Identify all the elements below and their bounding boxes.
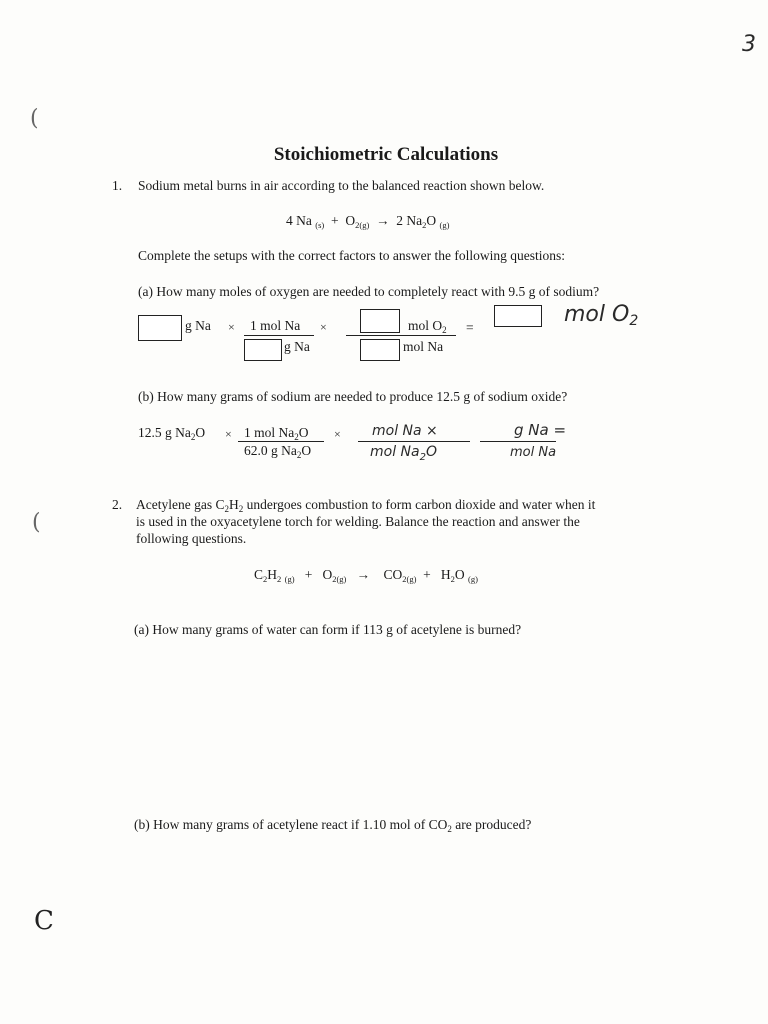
page-title: Stoichiometric Calculations (273, 144, 499, 165)
q1a-blank-frac2-num[interactable] (360, 309, 400, 333)
eq2-co2-state: (g) (406, 574, 417, 584)
eq2-o-sub: 2 (332, 574, 337, 584)
eq2-plus-2: + (423, 567, 431, 582)
q1b-times-1: × (225, 427, 232, 441)
q1a-hand-mol-o: mol O (564, 302, 630, 327)
q1a-frac2-bar (346, 335, 456, 336)
q1b-start-sub: 2 (190, 432, 196, 442)
eq1-product-tail: O (426, 213, 437, 228)
eq2-h2o-h: H (440, 567, 451, 582)
eq2-c: C (254, 567, 264, 582)
eq1-reactant-o2-sub: 2 (355, 220, 360, 230)
eq2-h2o-o: O (454, 567, 465, 582)
q1a-handwritten-unit (564, 302, 638, 329)
q1a-blank-grams[interactable] (138, 315, 182, 341)
q2-line1-sub1: 2 (224, 504, 229, 514)
q1a-blank-answer[interactable] (494, 305, 542, 327)
q1-equation (286, 213, 449, 230)
eq1-plus: + (330, 213, 339, 228)
q1b-hand-den1-text: mol Na (370, 444, 420, 460)
q2-line1-c: undergoes combustion to form carbon dioxide and water when it (243, 497, 596, 512)
q2-equation (254, 567, 478, 584)
q1b-frac1-den-text: 62.0 g Na (244, 443, 297, 458)
q1a-frac2-numerator (408, 318, 447, 335)
q1b-frac1-num-tail: O (298, 425, 309, 440)
q1b-hand-den1-tail: O (425, 444, 438, 460)
q1b-frac1-den-sub: 2 (296, 450, 302, 460)
eq1-reactant-na-state: (s) (315, 220, 325, 230)
margin-mark-top: ( (30, 106, 39, 131)
q2-text-line2: is used in the oxyacetylene torch for welding. Balance the reaction and answer the (136, 514, 580, 529)
eq2-plus-1: + (304, 567, 313, 582)
eq1-arrow: → (376, 213, 390, 228)
eq1-product-sub: 2 (422, 220, 427, 230)
q1b-frac1-num-text: 1 mol Na (244, 425, 295, 440)
q1a-blank-frac2-den[interactable] (360, 339, 400, 361)
eq2-co-sub: 2 (402, 574, 407, 584)
page-number: 3 (742, 32, 756, 57)
q1b-frac1-numerator (244, 425, 309, 442)
q1b-times-2: × (334, 427, 341, 441)
q2-number: 2. (112, 497, 123, 512)
q2b-question-a: (b) How many grams of acetylene react if 1.10 mol of CO (134, 817, 448, 832)
q1a-times-2: × (320, 320, 327, 334)
eq2-o: O (322, 567, 333, 582)
q1b-frac1-num-sub: 2 (294, 432, 299, 442)
eq2-o2-state: (g) (336, 574, 347, 584)
q1b-hand-den1-sub: 2 (419, 452, 426, 463)
q1a-unit-g-na: g Na (185, 318, 211, 333)
eq2-c-sub: 2 (263, 574, 268, 584)
q1-number: 1. (112, 178, 123, 193)
eq1-reactant-na: 4 Na (286, 213, 312, 228)
eq1-product-state: (g) (439, 220, 450, 230)
margin-mark-middle: ( (32, 510, 41, 535)
q2a-question: (a) How many grams of water can form if 113 g of acetylene is burned? (134, 622, 522, 637)
eq2-h-sub: 2 (277, 574, 282, 584)
q1b-start (138, 425, 205, 442)
eq2-acetylene-state: (g) (284, 574, 295, 584)
q2b-question (134, 817, 531, 834)
q2b-question-b: are produced? (451, 817, 532, 832)
eq2-arrow: → (356, 567, 370, 582)
q1b-hand-frac2-denominator: mol Na (510, 445, 557, 460)
q1a-question: (a) How many moles of oxygen are needed to completely react with 9.5 g of sodium? (138, 284, 600, 299)
q1a-times-1: × (228, 320, 235, 334)
margin-mark-bottom: C (34, 906, 54, 936)
q1b-hand-frac1-numerator: mol Na × (372, 423, 438, 439)
q1b-hand-frac1-denominator (370, 444, 437, 463)
q2-line1-sub2: 2 (238, 504, 244, 514)
eq1-product: 2 Na (396, 213, 423, 228)
q1b-frac1-bar (238, 441, 324, 442)
q1a-frac2-num-sub: 2 (442, 325, 447, 335)
eq2-h2o-state: (g) (468, 574, 478, 584)
q2-text-line1 (136, 497, 595, 514)
q1b-start-tail: O (195, 425, 206, 440)
q1a-equals: = (466, 320, 474, 335)
q1a-frac2-denominator: mol Na (403, 339, 444, 354)
q1b-frac1-den-tail: O (301, 443, 312, 458)
q2b-question-sub: 2 (447, 824, 452, 834)
q1b-hand-frac2-bar (480, 441, 556, 442)
eq2-h2o-sub: 2 (450, 574, 455, 584)
q1a-blank-frac1-den[interactable] (244, 339, 282, 361)
eq2-co: CO (383, 567, 403, 582)
q1a-frac2-num-text: mol O (408, 318, 443, 333)
q1a-frac1-numerator: 1 mol Na (250, 318, 301, 333)
q2-line1-b: H (228, 497, 239, 512)
q1b-start-text: 12.5 g Na (138, 425, 191, 440)
q1a-frac1-denominator: g Na (284, 339, 310, 354)
q1a-hand-sub: 2 (629, 313, 639, 329)
q2-text-line3: following questions. (136, 531, 247, 546)
eq1-reactant-o2-state: (g) (359, 220, 370, 230)
q1b-hand-frac2-numerator: g Na = (514, 421, 567, 439)
eq2-h: H (267, 567, 278, 582)
q2-line1-a: Acetylene gas C (136, 497, 225, 512)
q1-instructions: Complete the setups with the correct factors to answer the following questions: (138, 248, 566, 263)
eq1-reactant-o2: O (345, 213, 356, 228)
q1b-question: (b) How many grams of sodium are needed to produce 12.5 g of sodium oxide? (138, 389, 568, 404)
q1b-frac1-denominator (244, 443, 311, 460)
q1a-frac1-bar (244, 335, 314, 336)
q1b-hand-frac1-bar (358, 441, 470, 442)
q1-intro: Sodium metal burns in air according to the balanced reaction shown below. (138, 178, 545, 193)
